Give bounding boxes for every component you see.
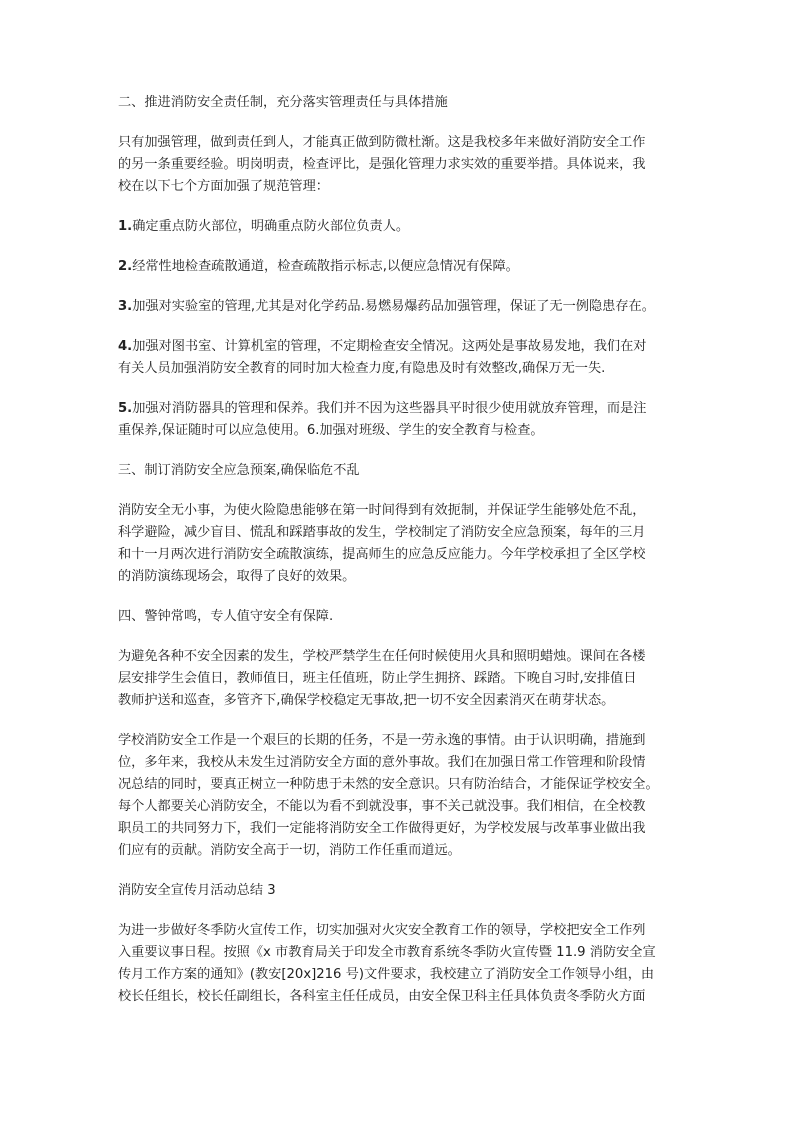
text-line: 传月工作方案的通知》(教安[20x]216 号)文件要求，我校建立了消防安全工作领导小组，由 — [118, 967, 655, 982]
section-heading-3: 三、制订消防安全应急预案,确保临危不乱 — [118, 463, 360, 478]
paragraph-duty — [118, 646, 678, 712]
text-line: 和十一月两次进行消防安全疏散演练，提高师生的应急反应能力。今年学校承担了全区学校 — [118, 547, 646, 562]
section-heading-2: 二、推进消防安全责任制，充分落实管理责任与具体措施 — [118, 95, 448, 110]
text-line: 入重要议事日程。按照《x 市教育局关于印发全市教育系统冬季防火宣传暨 11.9 消防安全宣 — [118, 945, 656, 960]
paragraph-management — [118, 132, 678, 198]
list-item — [118, 336, 678, 380]
text-line: 的另一条重要经验。明岗明责，检查评比，是强化管理力求实效的重要举措。具体说来，我 — [118, 157, 646, 172]
text-line: 层安排学生会值日，教师值日，班主任值班，防止学生拥挤、踩踏。下晚自习时,安排值日 — [118, 671, 637, 686]
text-line: 职员工的共同努力下，我们一定能将消防安全工作做得更好，为学校发展与改革事业做出我 — [118, 821, 646, 836]
text-line: 为避免各种不安全因素的发生，学校严禁学生在任何时候使用火具和照明蜡烛。课间在各楼 — [118, 649, 646, 664]
list-item-text: 确定重点防火部位，明确重点防火部位负责人。 — [132, 219, 410, 234]
list-item — [118, 398, 678, 442]
text-line: 消防安全无小事，为使火险隐患能够在第一时间得到有效扼制，并保证学生能够处危不乱， — [118, 503, 646, 518]
text-line: 科学避险，减少盲目、慌乱和踩踏事故的发生，学校制定了消防安全应急预案，每年的三月 — [118, 525, 646, 540]
text-line: 校长任组长，校长任副组长，各科室主任任成员，由安全保卫科主任具体负责冬季防火方面 — [118, 989, 646, 1004]
list-item-text: 加强对实验室的管理,尤其是对化学药品.易燃易爆药品加强管理，保证了无一例隐患存在。 — [132, 299, 655, 314]
summary-title: 消防安全宣传月活动总结 3 — [118, 883, 276, 898]
text-line: 况总结的同时，要真正树立一种防患于未然的安全意识。只有防治结合，才能保证学校安全。 — [118, 777, 659, 792]
paragraph-winter-fire — [118, 920, 678, 1008]
text-line: 校在以下七个方面加强了规范管理： — [118, 179, 329, 194]
list-item — [118, 216, 678, 238]
list-item-number: 4. — [118, 339, 133, 354]
document-page — [118, 92, 678, 1008]
text-line: 的消防演练现场会，取得了良好的效果。 — [118, 569, 356, 584]
list-item-text: 加强对图书室、计算机室的管理，不定期检查安全情况。这两处是事故易发地，我们在对 — [132, 339, 647, 354]
list-item — [118, 296, 678, 318]
list-item-number: 5. — [118, 401, 133, 416]
paragraph-emergency-plan — [118, 500, 678, 588]
text-line: 学校消防安全工作是一个艰巨的长期的任务，不是一劳永逸的事情。由于认识明确，措施到 — [118, 733, 646, 748]
text-line: 位，多年来，我校从未发生过消防安全方面的意外事故。我们在加强日常工作管理和阶段情 — [118, 755, 646, 770]
text-line: 们应有的贡献。消防安全高于一切，消防工作任重而道远。 — [118, 843, 461, 858]
list-item-text: 加强对消防器具的管理和保养。我们并不因为这些器具平时很少使用就放弃管理，而是注 — [132, 401, 647, 416]
text-line: 重保养,保证随时可以应急使用。6.加强对班级、学生的安全教育与检查。 — [118, 423, 544, 438]
list-item-text: 经常性地检查疏散通道，检查疏散指示标志,以便应急情况有保障。 — [132, 259, 519, 274]
text-line: 教师护送和巡查，多管齐下,确保学校稳定无事故,把一切不安全因素消灭在萌芽状态。 — [118, 693, 615, 708]
list-item — [118, 256, 678, 278]
section-heading-4: 四、警钟常鸣，专人值守安全有保障. — [118, 609, 334, 624]
paragraph-conclusion — [118, 730, 678, 862]
list-item-number: 2. — [118, 259, 133, 274]
list-item-number: 1. — [118, 219, 133, 234]
text-line: 只有加强管理，做到责任到人，才能真正做到防微杜渐。这是我校多年来做好消防安全工作 — [118, 135, 646, 150]
text-line: 为进一步做好冬季防火宣传工作，切实加强对火灾安全教育工作的领导，学校把安全工作列 — [118, 923, 646, 938]
text-line: 有关人员加强消防安全教育的同时加大检查力度,有隐患及时有效整改,确保万无一失. — [118, 361, 606, 376]
list-item-number: 3. — [118, 299, 133, 314]
text-line: 每个人都要关心消防安全，不能以为看不到就没事，事不关己就没事。我们相信，在全校教 — [118, 799, 646, 814]
